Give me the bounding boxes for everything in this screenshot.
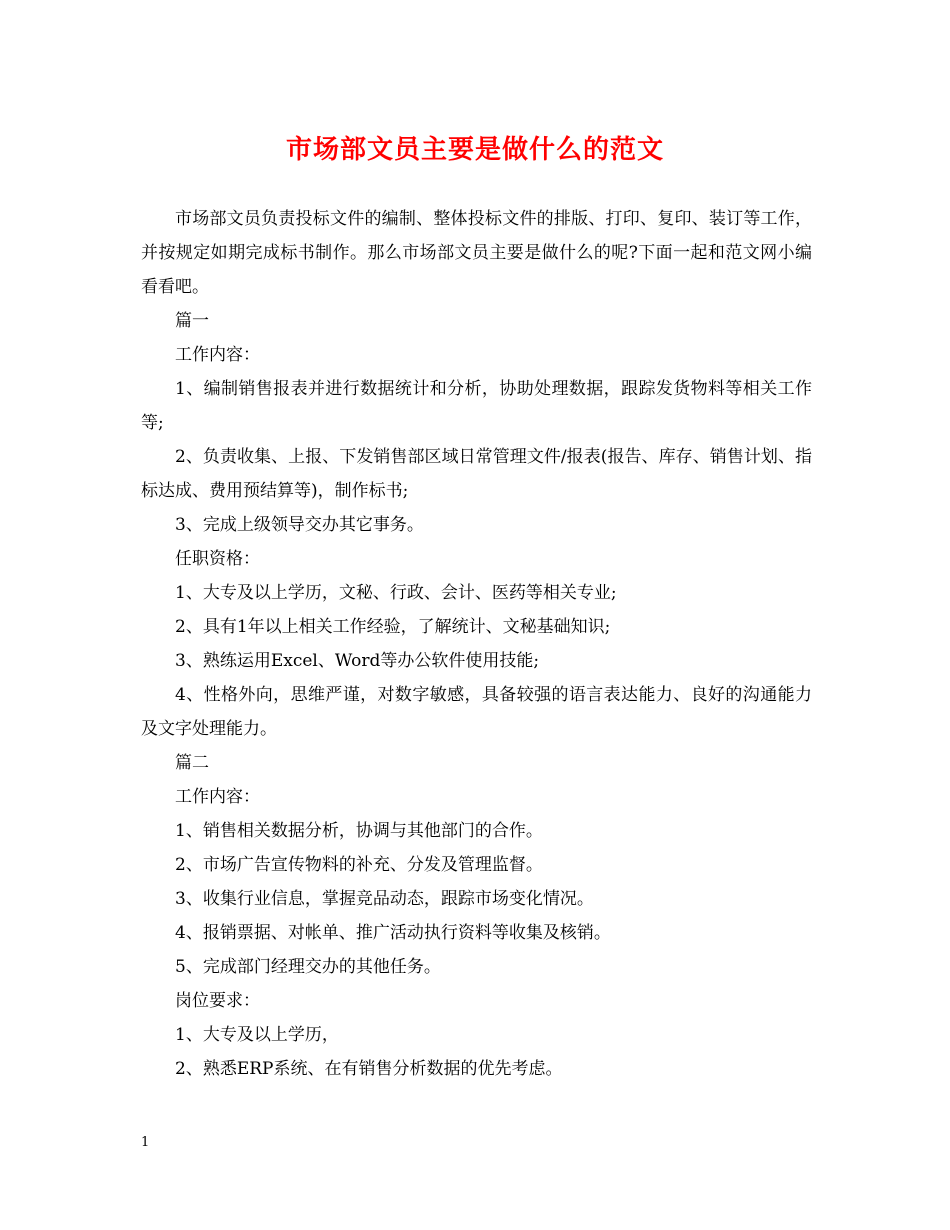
list-item: 4、报销票据、对帐单、推广活动执行资料等收集及核销。 xyxy=(175,923,611,943)
subheading-requirements: 岗位要求： xyxy=(175,991,260,1011)
section-heading-1: 篇一 xyxy=(175,311,209,331)
list-item: 2、具有1年以上相关工作经验，了解统计、文秘基础知识; xyxy=(175,617,611,637)
list-item: 3、收集行业信息，掌握竞品动态，跟踪市场变化情况。 xyxy=(175,889,594,909)
list-item: 3、完成上级领导交办其它事务。 xyxy=(175,515,424,535)
list-item: 2、熟悉ERP系统、在有销售分析数据的优先考虑。 xyxy=(175,1059,563,1079)
section-heading-2: 篇二 xyxy=(175,753,209,773)
list-item: 1、大专及以上学历， xyxy=(175,1025,339,1045)
list-item: 1、编制销售报表并进行数据统计和分析，协助处理数据，跟踪发货物料等相关工作等; xyxy=(141,379,812,433)
list-item: 2、市场广告宣传物料的补充、分发及管理监督。 xyxy=(175,855,543,875)
list-item: 3、熟练运用Excel、Word等办公软件使用技能; xyxy=(175,651,540,671)
document-title: 市场部文员主要是做什么的范文 xyxy=(285,135,664,165)
list-item: 5、完成部门经理交办的其他任务。 xyxy=(175,957,441,977)
list-item: 1、销售相关数据分析，协调与其他部门的合作。 xyxy=(175,821,543,841)
page-number: 1 xyxy=(141,1135,150,1150)
document-body xyxy=(141,202,812,1086)
list-item: 2、负责收集、上报、下发销售部区域日常管理文件/报表(报告、库存、销售计划、指标达成、费用预结算等)，制作标书; xyxy=(141,447,812,501)
subheading-job-content-2: 工作内容： xyxy=(175,787,260,807)
subheading-job-content-1: 工作内容： xyxy=(175,345,260,365)
list-item: 4、性格外向，思维严谨，对数字敏感，具备较强的语言表达能力、良好的沟通能力及文字处理能力。 xyxy=(141,685,812,739)
list-item: 1、大专及以上学历，文秘、行政、会计、医药等相关专业; xyxy=(175,583,617,603)
subheading-qualifications: 任职资格： xyxy=(175,549,260,569)
intro-paragraph: 市场部文员负责投标文件的编制、整体投标文件的排版、打印、复印、装订等工作，并按规定如期完成标书制作。那么市场部文员主要是做什么的呢?下面一起和范文网小编看看吧。 xyxy=(141,209,812,297)
